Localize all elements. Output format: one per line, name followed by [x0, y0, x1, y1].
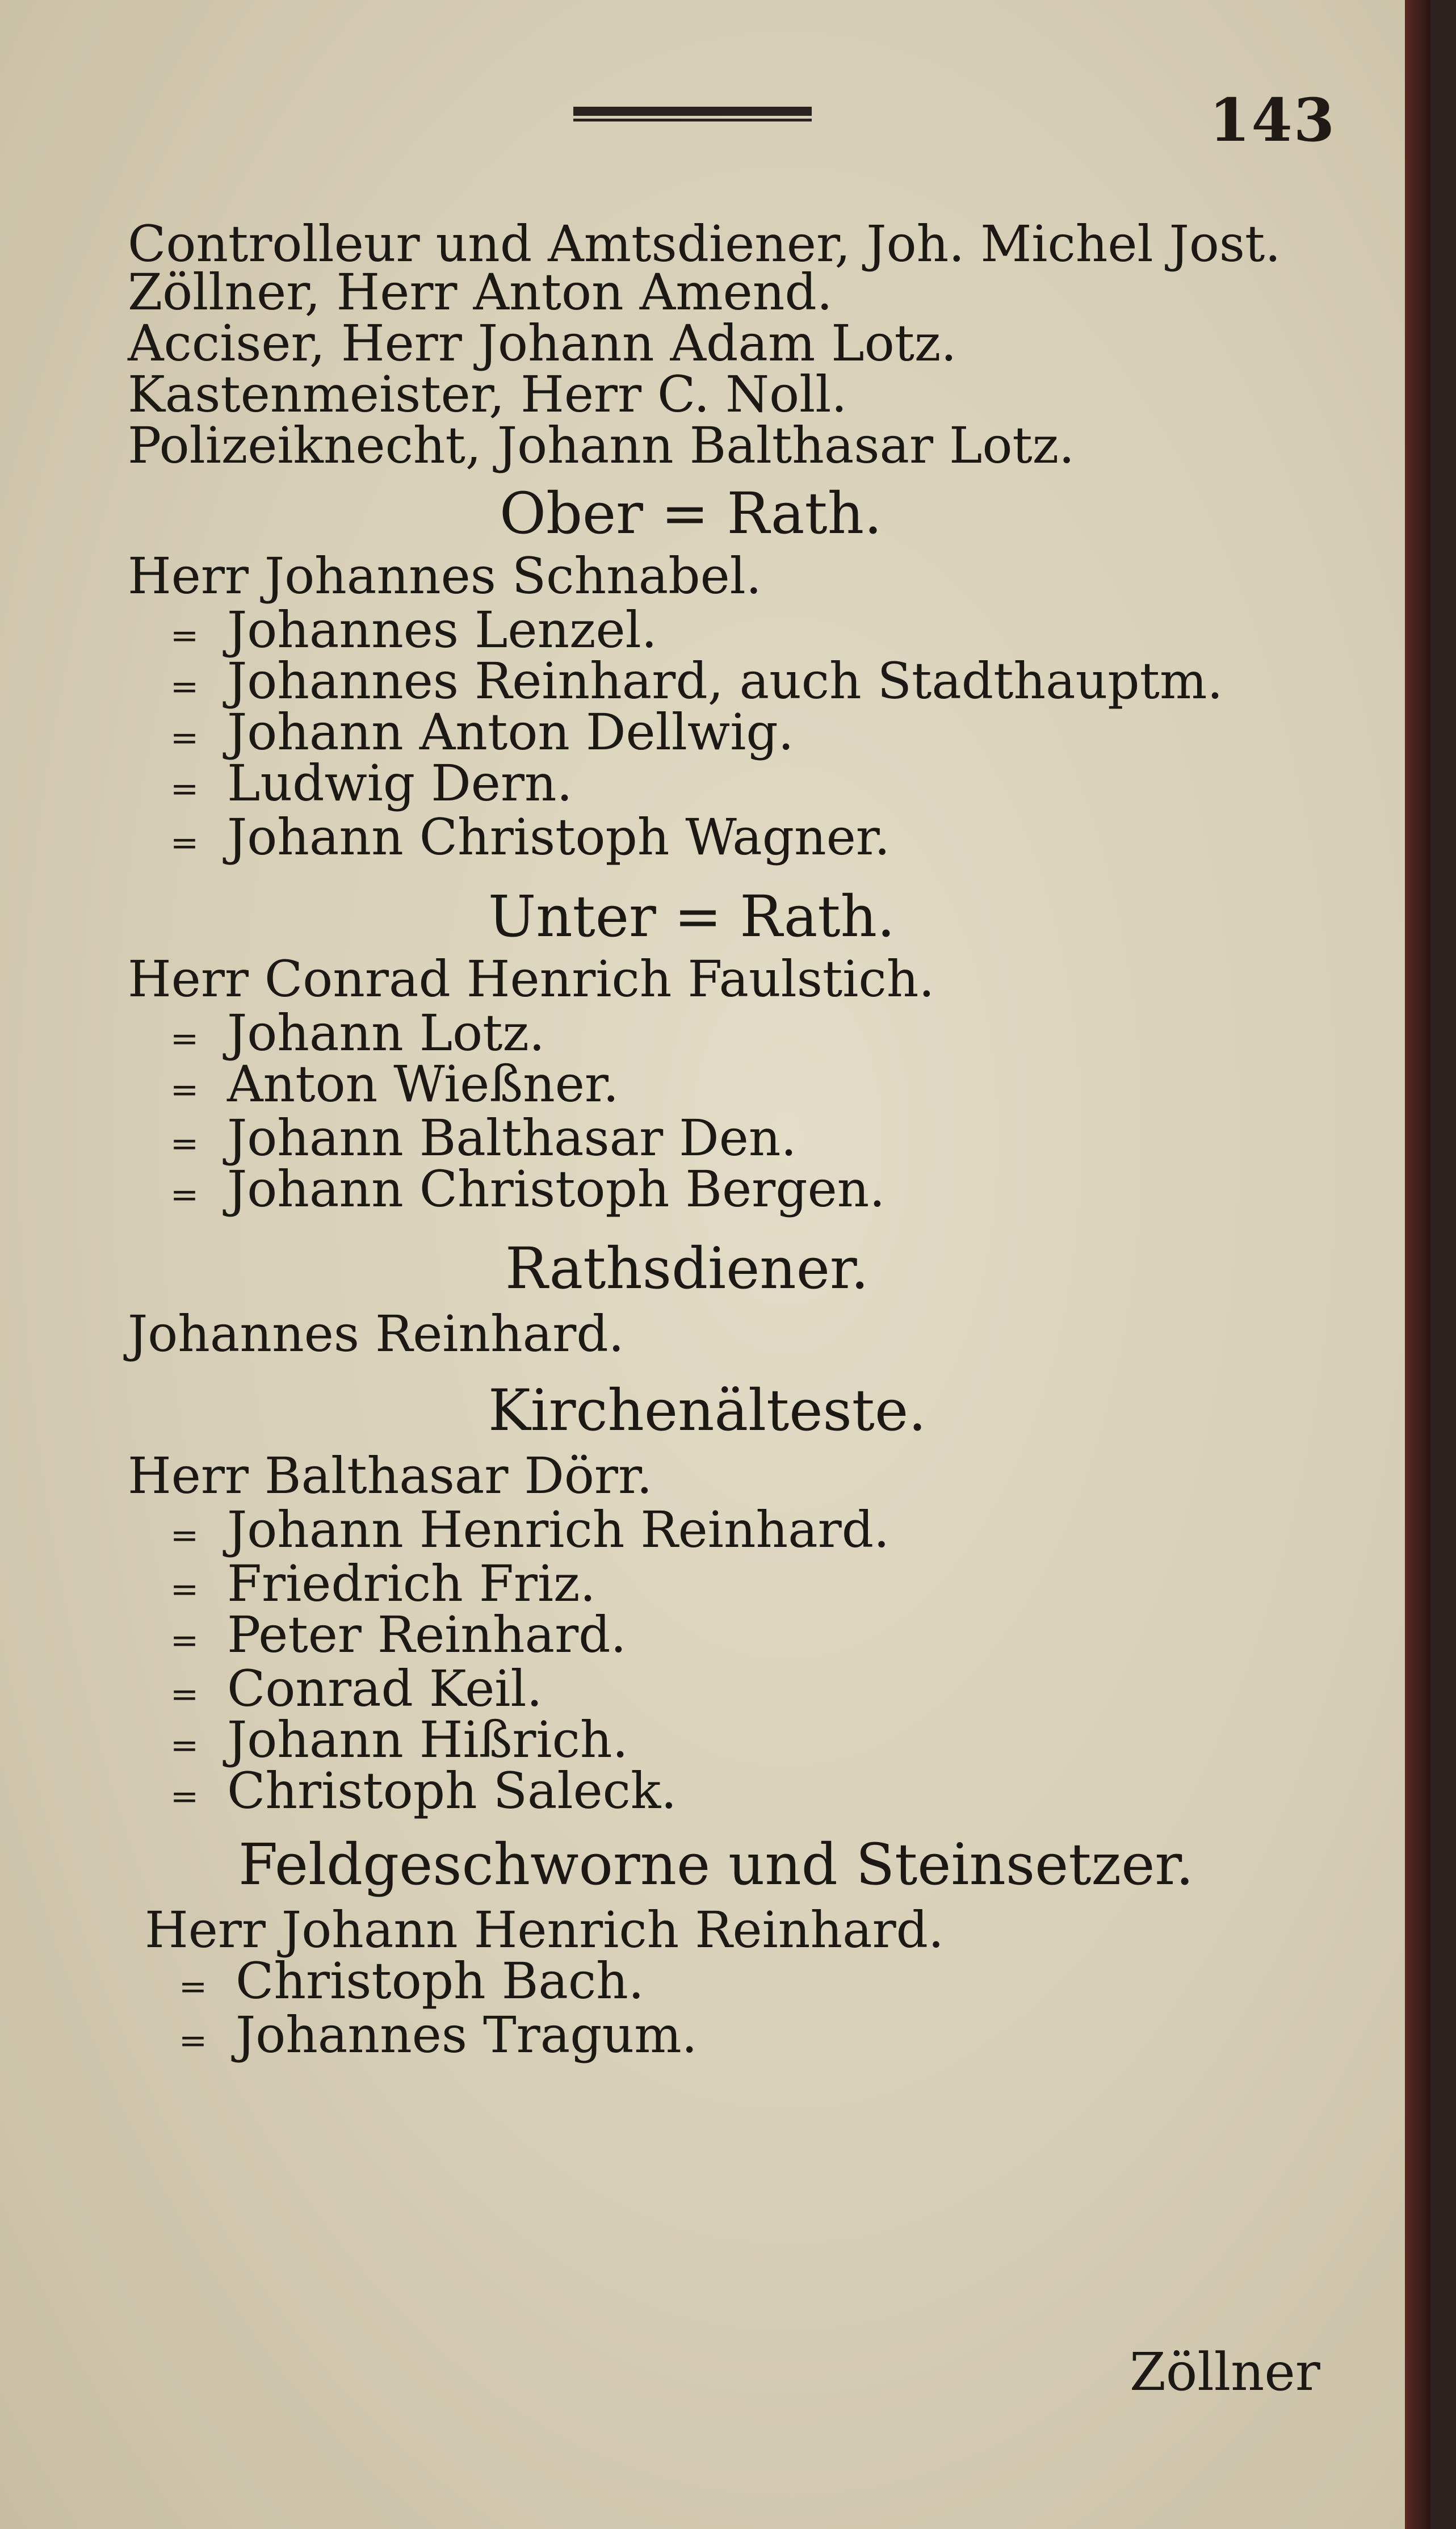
- list-item: [128, 1306, 624, 1362]
- list-item: [142, 809, 890, 871]
- section-heading: [238, 1831, 1194, 1898]
- line-text: Ober = Rath.: [500, 480, 882, 547]
- line-text: Christoph Saleck.: [227, 1762, 677, 1820]
- line-text: Conrad Keil.: [227, 1659, 543, 1718]
- line-text: Johann Hißrich.: [227, 1710, 628, 1769]
- list-item: [142, 1161, 885, 1223]
- ditto-mark: =: [170, 1019, 199, 1059]
- header-ornament-rule: [573, 107, 812, 121]
- list-item: [128, 366, 847, 423]
- ditto-mark: =: [170, 1675, 199, 1714]
- line-text: Zöllner, Herr Anton Amend.: [128, 263, 833, 321]
- page-number: 143: [1209, 85, 1336, 155]
- list-item: [128, 264, 833, 321]
- line-text: Johannes Reinhard.: [128, 1305, 624, 1363]
- ditto-mark: =: [170, 769, 199, 809]
- ditto-mark: =: [170, 1124, 199, 1164]
- catchword: Zöllner: [1130, 2342, 1320, 2402]
- list-item: [150, 2007, 698, 2069]
- list-item: [128, 315, 956, 372]
- line-text: Polizeiknecht, Johann Balthasar Lotz.: [128, 416, 1075, 475]
- list-item: [128, 548, 762, 605]
- line-text: Johannes Lenzel.: [227, 601, 657, 659]
- line-text: Anton Wießner.: [227, 1055, 619, 1113]
- line-text: Rathsdiener.: [505, 1235, 869, 1302]
- line-text: Herr Conrad Henrich Faulstich.: [128, 950, 935, 1008]
- line-text: Johann Christoph Wagner.: [227, 808, 891, 866]
- line-text: Herr Balthasar Dörr.: [128, 1446, 653, 1505]
- line-text: Johann Henrich Reinhard.: [227, 1500, 890, 1559]
- line-text: Herr Johannes Schnabel.: [128, 547, 762, 605]
- line-text: Unter = Rath.: [488, 883, 895, 950]
- ditto-mark: =: [170, 1570, 199, 1609]
- ditto-mark: =: [170, 1516, 199, 1555]
- ditto-mark: =: [170, 1175, 199, 1215]
- line-text: Johannes Reinhard, auch Stadthauptm.: [227, 652, 1223, 710]
- line-text: Johann Christoph Bergen.: [227, 1160, 886, 1218]
- section-heading: [488, 883, 895, 950]
- page-edge: [1405, 0, 1430, 2529]
- line-text: Johannes Tragum.: [236, 2006, 698, 2064]
- line-text: Friedrich Friz.: [227, 1554, 596, 1613]
- ditto-mark: =: [170, 823, 199, 863]
- ditto-mark: =: [170, 1777, 199, 1817]
- line-text: Kastenmeister, Herr C. Noll.: [128, 365, 847, 423]
- list-item: [145, 1902, 944, 1958]
- line-text: Kirchenälteste.: [488, 1377, 926, 1444]
- ditto-mark: =: [170, 1070, 199, 1110]
- section-heading: [505, 1235, 869, 1302]
- line-text: Feldgeschworne und Steinsetzer.: [238, 1831, 1194, 1898]
- ditto-mark: =: [170, 667, 199, 707]
- line-text: Johann Lotz.: [227, 1004, 545, 1062]
- ditto-mark: =: [170, 718, 199, 758]
- line-text: Ludwig Dern.: [227, 754, 573, 812]
- section-heading: [488, 1379, 926, 1442]
- list-item: [128, 417, 1075, 474]
- line-text: Acciser, Herr Johann Adam Lotz.: [128, 314, 957, 372]
- line-text: Herr Johann Henrich Reinhard.: [145, 1901, 944, 1959]
- ditto-mark: =: [170, 616, 199, 656]
- section-heading: [500, 480, 882, 547]
- list-item: [142, 1763, 677, 1825]
- line-text: Johann Anton Dellwig.: [227, 703, 794, 761]
- list-item: [128, 951, 934, 1008]
- line-text: Controlleur und Amtsdiener, Joh. Michel Jost.: [128, 215, 1281, 273]
- ditto-mark: =: [178, 1967, 208, 2007]
- line-text: Peter Reinhard.: [227, 1605, 627, 1664]
- list-item: [128, 1448, 652, 1504]
- line-text: Johann Balthasar Den.: [227, 1109, 797, 1167]
- ditto-mark: =: [170, 1726, 199, 1765]
- line-text: Christoph Bach.: [236, 1952, 644, 2010]
- ditto-mark: =: [178, 2021, 208, 2061]
- ditto-mark: =: [170, 1621, 199, 1660]
